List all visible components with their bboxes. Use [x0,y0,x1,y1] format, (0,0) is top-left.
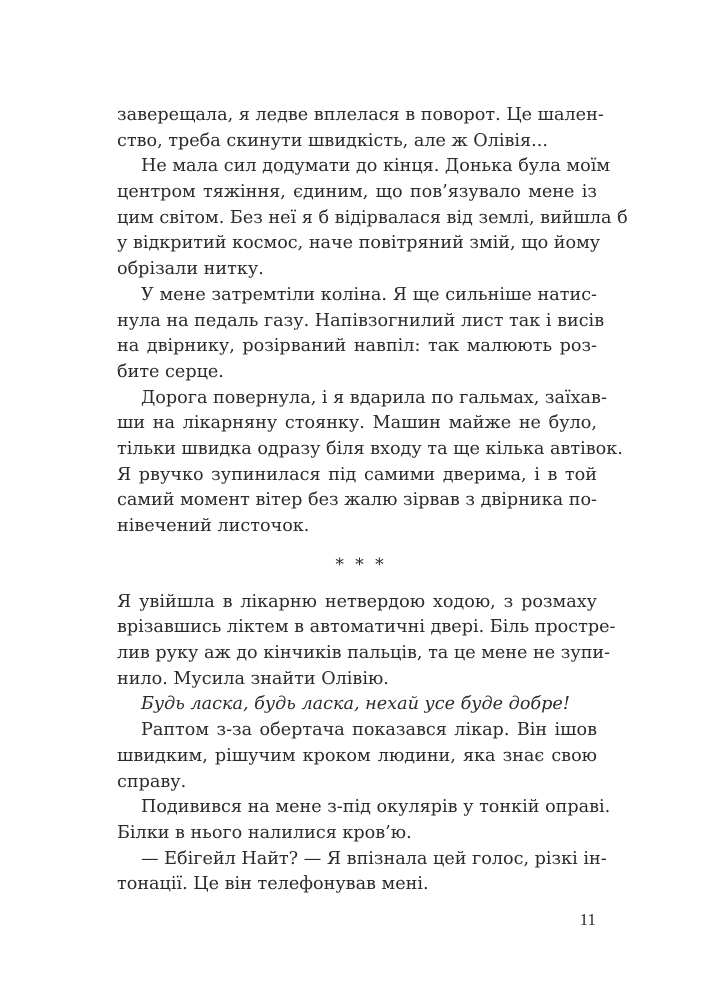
text-line: тонації. Це він телефонував мені. [117,874,429,895]
page-number: 11 [579,910,596,929]
paragraph [117,590,616,693]
text-line: ши на лікарняну стоянку. Машин майже не було, [117,413,597,434]
text-line: Я увійшла в лікарню нетвердою ходою, з розмаху [117,591,597,612]
text-line: ство, треба скинути швидкість, але ж Олівія... [117,130,548,151]
text-line: тільки швидка одразу біля входу та ще кілька автівок. [117,438,623,459]
text-line: У мене затремтіли коліна. Я ще сильніше натис- [141,284,597,305]
text-line: нівечений листочок. [117,516,310,536]
paragraph [117,718,597,795]
text-line: нула на педаль газу. Напівзогнилий лист так і висів [117,310,605,331]
text-line: врізавшись ліктем в автоматичні двері. Біль простре- [117,617,616,638]
text-line: центром тяжіння, єдиним, що пов’язувало мене із [117,182,597,203]
paragraph [117,386,623,540]
text-line: лив руку аж до кінчиків пальців, та це мене не зупи- [117,643,611,664]
text-line: Білки в нього налилися кров’ю. [117,822,412,843]
text-line: Я рвучко зупинилася під самими дверима, і в той [117,464,597,485]
section-separator: * * * [335,554,387,575]
text-line: справу. [117,771,187,792]
text-line: самий момент вітер без жалю зірвав з двірника по- [117,490,597,511]
paragraph [117,795,611,846]
text-line: обрізали нитку. [117,259,264,280]
paragraph [117,154,628,282]
text-line: на двірнику, розірваний навпіл: так малюють роз- [117,336,597,357]
paragraph [117,692,597,718]
text-line: цим світом. Без неї я б відірвалася від землі, вийшла б [117,207,628,228]
text-line: Подивився на мене з-під окулярів у тонкій оправі. [141,797,611,818]
text-line: швидким, рішучим кроком людини, яка знає свою [117,745,597,766]
text-line: бите серце. [117,361,224,382]
paragraph [117,103,604,154]
text-line: нило. Мусила знайти Олівію. [117,668,389,689]
text-line: Дорога повернула, і я вдарила по гальмах, заїхав- [141,387,607,408]
paragraph [117,283,605,386]
text-line: Не мала сил додумати до кінця. Донька була моїм [141,156,611,177]
text-line: Раптом з-за обертача показався лікар. Він ішов [141,720,597,741]
text-line: у відкритий космос, наче повітряний змій, що йому [117,233,601,254]
text-line: — Ебігейл Найт? — Я впізнала цей голос, різкі ін- [141,848,607,869]
paragraph [117,847,607,898]
text-line: заверещала, я ледве вплелася в поворот. Це шален- [117,105,604,125]
italic-text-line: Будь ласка, будь ласка, нехай усе буде добре! [141,694,570,715]
body-text [117,103,628,898]
